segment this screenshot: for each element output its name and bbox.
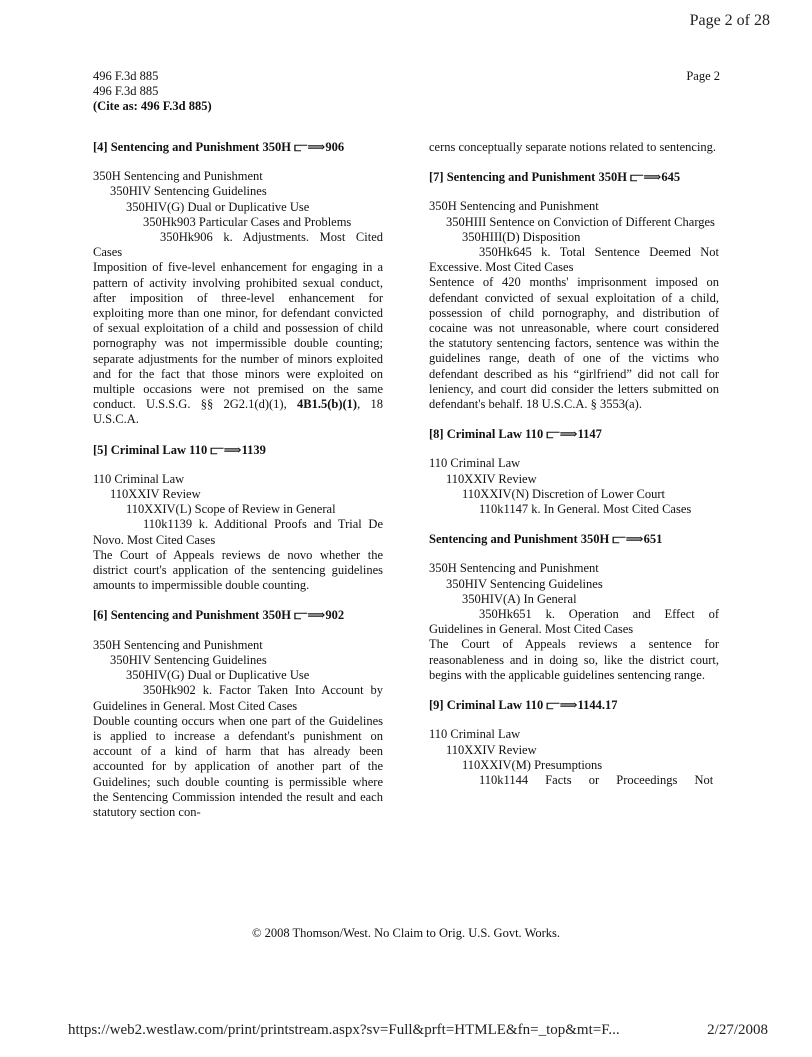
topic-line	[93, 683, 383, 713]
key-number: 1144.17	[577, 698, 618, 713]
topic-line: 110 Criminal Law	[429, 727, 521, 742]
most-cited-link[interactable]: 350Hk902 k. Factor Taken Into Account by Guidelines in General. Most Cited Cases	[93, 683, 383, 713]
continued-text: cerns conceptually separate notions related to sentencing.	[429, 140, 717, 154]
headnote-8-title	[429, 427, 719, 442]
topic-line: 350HIII Sentence on Conviction of Different Charges	[446, 214, 715, 229]
browser-page-indicator: Page 2 of 28	[689, 12, 770, 29]
headnote-text: The Court of Appeals reviews a sentence for reasonableness and in doing so, like the district court, begins with the applicable guidelines sentencing range.	[429, 637, 719, 682]
headnote-title-text: [4] Sentencing and Punishment 350H	[93, 140, 291, 154]
headnote-text-part: , 18 U.S.C.A.	[93, 397, 383, 427]
key-number: 906	[325, 140, 345, 154]
headnote-title-text: [5] Criminal Law 110	[93, 442, 208, 457]
headnote-4-title	[93, 140, 383, 155]
most-cited-link[interactable]: 110k1147 k. In General. Most Cited Cases	[479, 502, 692, 517]
key-number-icon: ⫍⟹	[630, 170, 662, 185]
topic-line: 350HIV Sentencing Guidelines	[110, 184, 267, 199]
topic-line: 350HIV Sentencing Guidelines	[446, 576, 603, 591]
most-cited-link[interactable]: 350Hk651 k. Operation and Effect of Guidelines in General. Most Cited Cases	[429, 607, 719, 637]
headnote-text	[93, 260, 383, 427]
topic-line: 110XXIV(N) Discretion of Lower Court	[462, 486, 665, 501]
topic-line: 350HIV Sentencing Guidelines	[110, 652, 267, 667]
topic-line: 350HIV(G) Dual or Duplicative Use	[126, 199, 310, 214]
most-cited-link[interactable]: 350Hk906 k. Adjustments. Most Cited Cases	[93, 230, 383, 260]
topic-line: 110XXIV Review	[110, 487, 201, 502]
headnote-8b-title	[429, 532, 719, 547]
headnote-title-text: [6] Sentencing and Punishment 350H	[93, 608, 291, 623]
headnote-7-title	[429, 170, 719, 185]
topic-line	[429, 245, 719, 275]
headnote-title-text: [8] Criminal Law 110	[429, 427, 544, 442]
topic-line: 110 Criminal Law	[93, 471, 185, 486]
topic-line: 350HIV(A) In General	[462, 591, 577, 606]
left-column	[93, 140, 383, 820]
topic-line: 110XXIV Review	[446, 742, 537, 757]
topic-line: 350H Sentencing and Punishment	[429, 561, 599, 576]
topic-line: 350HIV(G) Dual or Duplicative Use	[126, 668, 310, 683]
citation-line: 496 F.3d 885	[93, 69, 159, 83]
headnote-text-part: Imposition of five-level enhancement for engaging in a pattern of activity involving prohibited sexual conduct, after imposition of three-level enhancement for exploiting more than one minor, for defendant convicted of sexual exploitation of a child and possession of child pornography was not impermissible double counting; separate adjustments for the number of minors exploited and for the fact that those minors were exploited on multiple occasions were not premised on the same conduct. U.S.S.G. §§ 2G2.1(d)(1),	[93, 260, 383, 412]
print-date: 2/27/2008	[707, 1022, 768, 1038]
print-url: https://web2.westlaw.com/print/printstream.aspx?sv=Full&prft=HTMLE&fn=_top&mt=F...	[68, 1022, 620, 1038]
right-column	[429, 140, 719, 788]
key-number-icon: ⫍⟹	[210, 442, 242, 457]
topic-line: 110XXIV(L) Scope of Review in General	[126, 502, 336, 517]
topic-line: 350Hk903 Particular Cases and Problems	[143, 214, 352, 229]
key-number: 651	[643, 532, 663, 547]
topic-line: 110k1144 Facts or Proceedings Not	[479, 772, 714, 787]
headnote-9-title	[429, 698, 719, 713]
copyright-footer: © 2008 Thomson/West. No Claim to Orig. U.S. Govt. Works.	[251, 926, 561, 940]
most-cited-link[interactable]: 110k1139 k. Additional Proofs and Trial De Novo. Most Cited Cases	[93, 517, 383, 547]
headnote-text: Sentence of 420 months' imprisonment imposed on defendant convicted of sexual exploitation of a child, possession of child pornography, and distribution of cocaine was not unreasonable, where court considered the statutory sentencing factors, sentence was within the guidelines range, death of one of the victims who defendant described as his “girlfriend” did not call for leniency, and court did consider the letters submitted on defendant's behalf. 18 U.S.C.A. § 3553(a).	[429, 275, 719, 412]
key-number: 1147	[577, 427, 602, 442]
headnote-text: Double counting occurs when one part of the Guidelines is applied to increase a defendant's punishment on account of a kind of harm that has already been accounted for by application of another part of the Guidelines; such double counting is permissible where the Sentencing Commission intended the result and each statutory section con-	[93, 713, 383, 819]
topic-line: 350H Sentencing and Punishment	[93, 169, 263, 184]
topic-line	[93, 230, 383, 260]
key-number: 645	[661, 170, 681, 185]
headnote-6-title	[93, 608, 383, 623]
headnote-text: The Court of Appeals reviews de novo whether the district court's application of the sentencing guidelines amounts to impermissible double counting.	[93, 547, 383, 593]
topic-line: 350HIII(D) Disposition	[462, 229, 581, 244]
key-number: 1139	[241, 442, 266, 457]
topic-line: 110 Criminal Law	[429, 456, 521, 471]
key-number-icon: ⫍⟹	[294, 140, 326, 154]
topic-line	[429, 502, 719, 517]
key-number-icon: ⫍⟹	[294, 608, 326, 623]
document-page-number: Page 2	[686, 69, 720, 83]
topic-line: 110XXIV(M) Presumptions	[462, 757, 603, 772]
citation-block	[93, 69, 212, 114]
cite-as: (Cite as: 496 F.3d 885)	[93, 99, 212, 113]
key-number-icon: ⫍⟹	[612, 532, 644, 547]
topic-line: 110XXIV Review	[446, 471, 537, 486]
topic-line	[429, 607, 719, 637]
headnote-5-title	[93, 443, 383, 458]
most-cited-link[interactable]: 350Hk645 k. Total Sentence Deemed Not Excessive. Most Cited Cases	[429, 245, 719, 275]
statute-link[interactable]: 4B1.5(b)(1)	[297, 397, 358, 412]
headnote-title-text: [7] Sentencing and Punishment 350H	[429, 170, 627, 185]
key-number-icon: ⫍⟹	[546, 427, 578, 442]
topic-line: 350H Sentencing and Punishment	[93, 637, 263, 652]
key-number: 902	[325, 608, 345, 623]
topic-line: 350H Sentencing and Punishment	[429, 199, 599, 214]
key-number-icon: ⫍⟹	[546, 698, 578, 713]
headnote-title-text: Sentencing and Punishment 350H	[429, 532, 610, 547]
citation-line: 496 F.3d 885	[93, 84, 159, 98]
topic-line	[93, 517, 383, 547]
headnote-title-text: [9] Criminal Law 110	[429, 698, 544, 713]
